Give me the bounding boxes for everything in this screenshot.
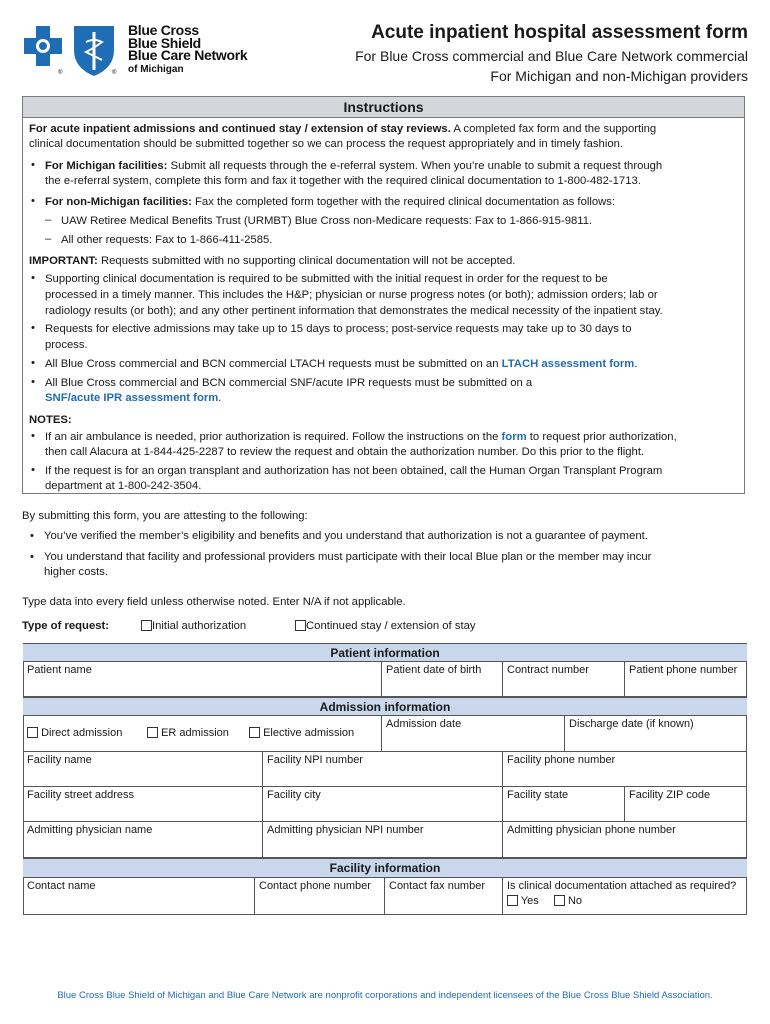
contact-fax-field[interactable]: Contact fax number xyxy=(385,878,503,915)
imp-bullet-2-l1: Requests for elective admissions may take up to 15 days to process; post-service requests may take up to 30 days to xyxy=(45,323,632,335)
imp-bullet-3 xyxy=(45,357,637,372)
continued-stay-checkbox[interactable] xyxy=(295,620,306,631)
ltach-form-link[interactable]: LTACH assessment form xyxy=(501,358,635,370)
note1-post: to request prior authorization, xyxy=(526,431,677,443)
contact-phone-field[interactable]: Contact phone number xyxy=(255,878,385,915)
er-admission-label: ER admission xyxy=(161,727,229,739)
intro-rest: A completed fax form and the supporting xyxy=(450,123,657,135)
attest-bullet-2-l2: higher costs. xyxy=(44,566,109,578)
imp-bullet-4-l1: All Blue Cross commercial and BCN commercial SNF/acute IPR requests must be submitted on a xyxy=(45,377,533,389)
elective-admission-checkbox[interactable] xyxy=(249,727,260,738)
snf-ipr-form-link[interactable]: SNF/acute IPR assessment form xyxy=(45,392,219,404)
bullet-icon: • xyxy=(31,159,35,171)
note-1-l1 xyxy=(45,430,677,445)
important-rest: Requests submitted with no supporting clinical documentation will not be accepted. xyxy=(97,255,516,267)
contact-name-field[interactable]: Contact name xyxy=(23,878,255,915)
bullet-icon: • xyxy=(31,322,35,334)
note-2-l2: department at 1-800-242-3504. xyxy=(45,480,202,492)
bullet-icon: • xyxy=(31,430,35,442)
intro-bold: For acute inpatient admissions and continued stay / extension of stay reviews. xyxy=(29,123,451,135)
logo-wordmark xyxy=(128,24,247,62)
discharge-date-field[interactable]: Discharge date (if known) xyxy=(565,716,747,752)
bullet-icon: • xyxy=(30,551,34,563)
instructions-box xyxy=(22,96,745,494)
yes-checkbox[interactable] xyxy=(507,895,518,906)
nonmi-sub-2: All other requests: Fax to 1-866-411-2585. xyxy=(61,234,273,246)
bullet-icon: • xyxy=(31,272,35,284)
patient-phone-field[interactable]: Patient phone number xyxy=(625,662,747,697)
bullet-icon: • xyxy=(31,464,35,476)
attest-bullet-2-l1: You understand that facility and professional providers must participate with their local Blue plan or the member may incur xyxy=(44,551,652,563)
attest-intro: By submitting this form, you are attesting to the following: xyxy=(22,510,308,522)
elective-admission-label: Elective admission xyxy=(263,727,355,739)
important-bold: IMPORTANT: xyxy=(29,255,98,267)
physician-phone-field[interactable]: Admitting physician phone number xyxy=(503,822,747,858)
er-admission-checkbox[interactable] xyxy=(147,727,158,738)
facility-info-heading: Facility information xyxy=(23,858,747,878)
note1-pre: If an air ambulance is needed, prior authorization is required. Follow the instructions on the xyxy=(45,431,502,443)
bullet-icon: • xyxy=(31,195,35,207)
imp-bullet-2-l2: process. xyxy=(45,339,88,351)
initial-auth-checkbox[interactable] xyxy=(141,620,152,631)
physician-name-field[interactable]: Admitting physician name xyxy=(23,822,263,858)
logo-subtext: of Michigan xyxy=(128,64,184,75)
michigan-facilities xyxy=(45,159,662,174)
no-option[interactable] xyxy=(554,895,582,907)
mi-rest: Submit all requests through the e-referral system. When you’re unable to submit a request through xyxy=(167,160,663,172)
bullet-icon: • xyxy=(31,357,35,369)
imp-bullet-1-l2: processed in a timely manner. This includes the H&P; physician or nurse progress notes (or both); admission orders; lab or xyxy=(45,289,658,301)
important-line xyxy=(29,254,515,269)
snf-post: . xyxy=(218,392,222,404)
facility-npi-field[interactable]: Facility NPI number xyxy=(263,752,503,787)
logo-line: Blue Cross xyxy=(128,22,199,38)
patient-info-heading: Patient information xyxy=(23,643,747,662)
request-type-label: Type of request: xyxy=(22,620,110,632)
ltach-post: . xyxy=(634,358,638,370)
imp-bullet-4-l2 xyxy=(45,391,221,406)
admission-info-heading: Admission information xyxy=(23,697,747,716)
no-checkbox[interactable] xyxy=(554,895,565,906)
instructions-intro-line2: clinical documentation should be submitted together so we can process the request appropriately and in timely fashion. xyxy=(29,138,624,150)
form-subtitle-1: For Blue Cross commercial and Blue Care Network commercial xyxy=(355,48,748,64)
facility-state-field[interactable]: Facility state xyxy=(503,787,625,822)
mi-bold: For Michigan facilities: xyxy=(45,160,168,172)
nonmi-rest: Fax the completed form together with the required clinical documentation as follows: xyxy=(191,196,616,208)
non-michigan-facilities xyxy=(45,195,615,210)
facility-name-field[interactable]: Facility name xyxy=(23,752,263,787)
initial-auth-option[interactable] xyxy=(141,620,246,632)
elective-admission-option[interactable] xyxy=(249,727,354,739)
imp-bullet-1-l1: Supporting clinical documentation is required to be submitted with the initial request in order for the request to be xyxy=(45,273,608,285)
yes-option[interactable] xyxy=(507,895,539,907)
attest-bullet-1: You’ve verified the member’s eligibility and benefits and you understand that authorization is not a guarantee of payment. xyxy=(44,530,648,542)
yes-label: Yes xyxy=(520,895,539,907)
bullet-icon: • xyxy=(31,376,35,388)
nonmi-sub-1: UAW Retiree Medical Benefits Trust (URMBT) Blue Cross non-Medicare requests: Fax to 1-866-915-9811. xyxy=(61,215,593,227)
dash-icon: – xyxy=(45,214,52,226)
footer-disclaimer: Blue Cross Blue Shield of Michigan and Blue Care Network are nonprofit corporations and independent licensees of the Blue Cross Blue Shield Association. xyxy=(57,990,713,1001)
continued-stay-label: Continued stay / extension of stay xyxy=(306,620,476,632)
svg-text:®: ® xyxy=(112,70,117,76)
michigan-facilities-line2: the e-referral system, complete this form and fax it together with the required clinical documentation to 1-800-482-1713. xyxy=(45,175,641,187)
facility-city-field[interactable]: Facility city xyxy=(263,787,503,822)
dash-icon: – xyxy=(45,233,52,245)
form-title: Acute inpatient hospital assessment form xyxy=(371,22,748,43)
form-subtitle-2: For Michigan and non-Michigan providers xyxy=(490,68,748,84)
svg-text:®: ® xyxy=(58,70,63,76)
facility-phone-field[interactable]: Facility phone number xyxy=(503,752,747,787)
clinical-docs-label: Is clinical documentation attached as required? xyxy=(507,880,737,892)
air-ambulance-form-link[interactable]: form xyxy=(501,431,527,443)
er-admission-option[interactable] xyxy=(147,727,229,739)
nonmi-bold: For non-Michigan facilities: xyxy=(45,196,192,208)
initial-auth-label: Initial authorization xyxy=(152,620,247,632)
contract-number-field[interactable]: Contract number xyxy=(503,662,625,697)
physician-npi-field[interactable]: Admitting physician NPI number xyxy=(263,822,503,858)
instructions-heading: Instructions xyxy=(23,97,744,118)
instructions-intro xyxy=(29,122,656,137)
patient-dob-field[interactable]: Patient date of birth xyxy=(382,662,503,697)
notes-heading: NOTES: xyxy=(29,414,72,426)
logo-line: Blue Care Network xyxy=(128,47,248,63)
admission-date-field[interactable]: Admission date xyxy=(382,716,565,752)
clinical-docs-question xyxy=(503,878,747,915)
imp-bullet-1-l3: radiology results (or both); and any other pertinent information that demonstrates the medical necessity of the inpatient stay. xyxy=(45,305,663,317)
type-data-note: Type data into every field unless otherwise noted. Enter N/A if not applicable. xyxy=(22,596,406,608)
ltach-pre: All Blue Cross commercial and BCN commercial LTACH requests must be submitted on an xyxy=(45,358,502,370)
facility-street-field[interactable]: Facility street address xyxy=(23,787,263,822)
note-2-l1: If the request is for an organ transplant and authorization has not been obtained, call the Human Organ Transplant Program xyxy=(45,465,663,477)
admission-type-row xyxy=(23,716,382,752)
direct-admission-checkbox[interactable] xyxy=(27,727,38,738)
facility-zip-field[interactable]: Facility ZIP code xyxy=(625,787,747,822)
direct-admission-option[interactable] xyxy=(27,727,122,739)
no-label: No xyxy=(567,895,582,907)
direct-admission-label: Direct admission xyxy=(41,727,123,739)
continued-stay-option[interactable] xyxy=(295,620,476,632)
bullet-icon: • xyxy=(30,530,34,542)
note-1-l2: then call Alacura at 1-844-425-2287 to review the request and obtain the authorization number. Do this prior to the flight. xyxy=(45,446,645,458)
bcbs-logo-icon xyxy=(22,22,122,80)
logo-line: Blue Shield xyxy=(128,34,201,51)
patient-name-field[interactable]: Patient name xyxy=(23,662,382,697)
